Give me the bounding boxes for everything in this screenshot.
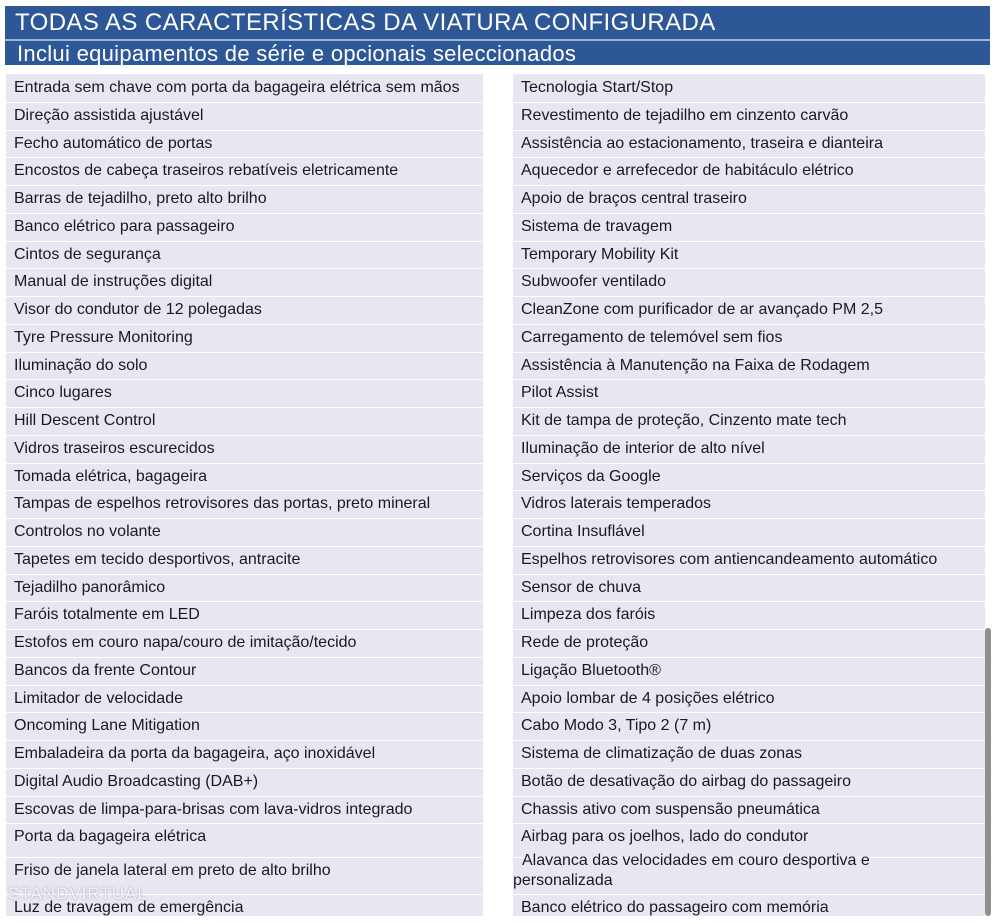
feature-item-label: Faróis totalmente em LED [14, 606, 200, 624]
row-divider [6, 324, 483, 325]
row-divider [513, 130, 985, 131]
feature-item-label: Tejadilho panorâmico [14, 578, 166, 596]
feature-item-label: Cinco lugares [14, 384, 112, 402]
row-divider [6, 379, 483, 380]
row-divider [513, 657, 985, 658]
feature-item-label: Rede de proteção [521, 634, 649, 651]
feature-item-label: Sistema de climatização de duas zonas [521, 745, 803, 762]
feature-item-label: Cintos de segurança [14, 245, 161, 263]
row-divider [6, 823, 483, 824]
row-divider [513, 241, 985, 242]
row-divider [513, 157, 985, 158]
feature-item-label: Luz de travagem de emergência [14, 899, 244, 916]
feature-item-label: Espelhos retrovisores com antiencandeamento automático [521, 550, 938, 568]
feature-item-label: Encostos de cabeça traseiros rebatíveis eletricamente [14, 162, 399, 180]
row-divider [513, 435, 985, 436]
row-divider [6, 185, 483, 186]
feature-item-label: Embaladeira da porta da bagageira, aço inoxidável [14, 745, 376, 762]
feature-item-label: Sistema de travagem [521, 217, 673, 235]
row-divider [6, 629, 483, 630]
row-divider [6, 857, 483, 858]
row-divider [6, 740, 483, 741]
row-divider [6, 130, 483, 131]
feature-item-label: Airbag para os joelhos, lado do condutor [521, 828, 809, 846]
feature-item-label: Ligação Bluetooth® [521, 661, 661, 679]
feature-item-label: CleanZone com purificador de ar avançado PM 2,5 [521, 301, 883, 318]
feature-item-label: Porta da bagageira elétrica [14, 828, 207, 846]
feature-item-label: Limitador de velocidade [14, 689, 183, 707]
row-divider [6, 352, 483, 353]
watermark: STANDVIRTUAL [8, 884, 148, 903]
row-divider [513, 407, 985, 408]
row-divider [513, 740, 985, 741]
row-divider [513, 601, 985, 602]
feature-item-label: Oncoming Lane Mitigation [14, 717, 200, 735]
row-divider [513, 324, 985, 325]
row-divider [6, 685, 483, 686]
page-title: TODAS AS CARACTERÍSTICAS DA VIATURA CONFIGURADA [15, 9, 716, 36]
feature-item-label: Alavanca das velocidades em couro desportiva e personalizada [513, 852, 870, 889]
row-divider [6, 768, 483, 769]
feature-item-label: Hill Descent Control [14, 412, 156, 429]
feature-item-label: Apoio lombar de 4 posições elétrico [521, 689, 775, 707]
feature-item-label: Carregamento de telemóvel sem fios [521, 328, 783, 346]
row-divider [513, 685, 985, 686]
row-divider [513, 463, 985, 464]
row-divider [6, 490, 483, 491]
feature-item-label: Entrada sem chave com porta da bagageira elétrica sem mãos [14, 79, 460, 96]
row-divider [6, 296, 483, 297]
row-divider [513, 352, 985, 353]
row-divider [6, 601, 483, 602]
row-divider [513, 296, 985, 297]
row-divider [6, 213, 483, 214]
feature-item-label: Sensor de chuva [521, 578, 642, 596]
row-divider [513, 629, 985, 630]
features-list-right [513, 74, 985, 916]
feature-item-label: Iluminação do solo [14, 356, 148, 374]
row-divider [6, 268, 483, 269]
feature-item-label: Botão de desativação do airbag do passageiro [521, 772, 852, 790]
feature-item-label: Iluminação de interior de alto nível [521, 439, 765, 457]
row-divider [6, 796, 483, 797]
feature-item-label: Pilot Assist [521, 384, 599, 402]
feature-item-label: Limpeza dos faróis [521, 606, 656, 624]
row-divider [513, 546, 985, 547]
row-divider [6, 102, 483, 103]
feature-item-label: Apoio de braços central traseiro [521, 190, 747, 207]
feature-item-label: Subwoofer ventilado [521, 273, 666, 291]
feature-item-label: Tyre Pressure Monitoring [14, 328, 193, 346]
feature-item-label: Cortina Insuflável [521, 523, 645, 540]
feature-item-label: Manual de instruções digital [14, 273, 213, 291]
feature-item-label: Banco elétrico do passageiro com memória [521, 899, 829, 916]
feature-item-label: Cabo Modo 3, Tipo 2 (7 m) [521, 717, 712, 735]
feature-item-label: Chassis ativo com suspensão pneumática [521, 800, 820, 818]
row-divider [6, 712, 483, 713]
feature-item-label: Barras de tejadilho, preto alto brilho [14, 190, 267, 207]
row-divider [513, 268, 985, 269]
row-divider [513, 213, 985, 214]
feature-item-label: Digital Audio Broadcasting (DAB+) [14, 772, 259, 790]
row-divider [6, 241, 483, 242]
row-divider [513, 490, 985, 491]
feature-item-label: Revestimento de tejadilho em cinzento carvão [521, 106, 849, 124]
row-divider [6, 518, 483, 519]
row-divider [513, 379, 985, 380]
row-divider [6, 435, 483, 436]
row-divider [6, 407, 483, 408]
row-divider [513, 574, 985, 575]
feature-item-label: Tomada elétrica, bagageira [14, 467, 208, 485]
row-divider [513, 894, 985, 895]
row-divider [513, 768, 985, 769]
feature-item-label: Aquecedor e arrefecedor de habitáculo elétrico [521, 162, 854, 180]
feature-item-label: Kit de tampa de proteção, Cinzento mate tech [521, 412, 847, 429]
feature-item-label: Estofos em couro napa/couro de imitação/tecido [14, 634, 357, 651]
row-divider [6, 157, 483, 158]
row-divider [6, 546, 483, 547]
feature-item-label: Visor do condutor de 12 polegadas [14, 301, 262, 318]
scrollbar[interactable] [985, 628, 991, 916]
feature-item-label: Assistência ao estacionamento, traseira e dianteira [521, 134, 883, 152]
features-list-left [6, 74, 483, 916]
feature-item-label: Serviços da Google [521, 467, 661, 485]
row-divider [513, 796, 985, 797]
feature-item-label: Tecnologia Start/Stop [521, 79, 674, 96]
row-divider [6, 463, 483, 464]
feature-item-label: Vidros laterais temperados [521, 495, 712, 513]
feature-item-label: Escovas de limpa-para-brisas com lava-vidros integrado [14, 800, 413, 818]
feature-item-label: Friso de janela lateral em preto de alto brilho [14, 862, 331, 879]
row-divider [6, 657, 483, 658]
row-divider [513, 185, 985, 186]
row-divider [513, 102, 985, 103]
feature-item-label: Assistência à Manutenção na Faixa de Rodagem [521, 356, 870, 374]
feature-item-label: Banco elétrico para passageiro [14, 217, 235, 235]
feature-item-label: Vidros traseiros escurecidos [14, 439, 215, 457]
row-divider [6, 574, 483, 575]
section-header [5, 6, 990, 65]
feature-item-label: Tapetes em tecido desportivos, antracite [14, 550, 301, 568]
feature-item-label: Controlos no volante [14, 523, 161, 540]
row-divider [513, 712, 985, 713]
page-subtitle: Inclui equipamentos de série e opcionais seleccionados [17, 41, 577, 66]
feature-item-label: Bancos da frente Contour [14, 661, 197, 679]
feature-item-label: Fecho automático de portas [14, 134, 213, 152]
row-divider [513, 518, 985, 519]
feature-item-label: Temporary Mobility Kit [521, 245, 679, 263]
feature-item-label: Direção assistida ajustável [14, 106, 204, 124]
feature-item-label: Tampas de espelhos retrovisores das portas, preto mineral [14, 495, 431, 513]
row-divider [513, 823, 985, 824]
